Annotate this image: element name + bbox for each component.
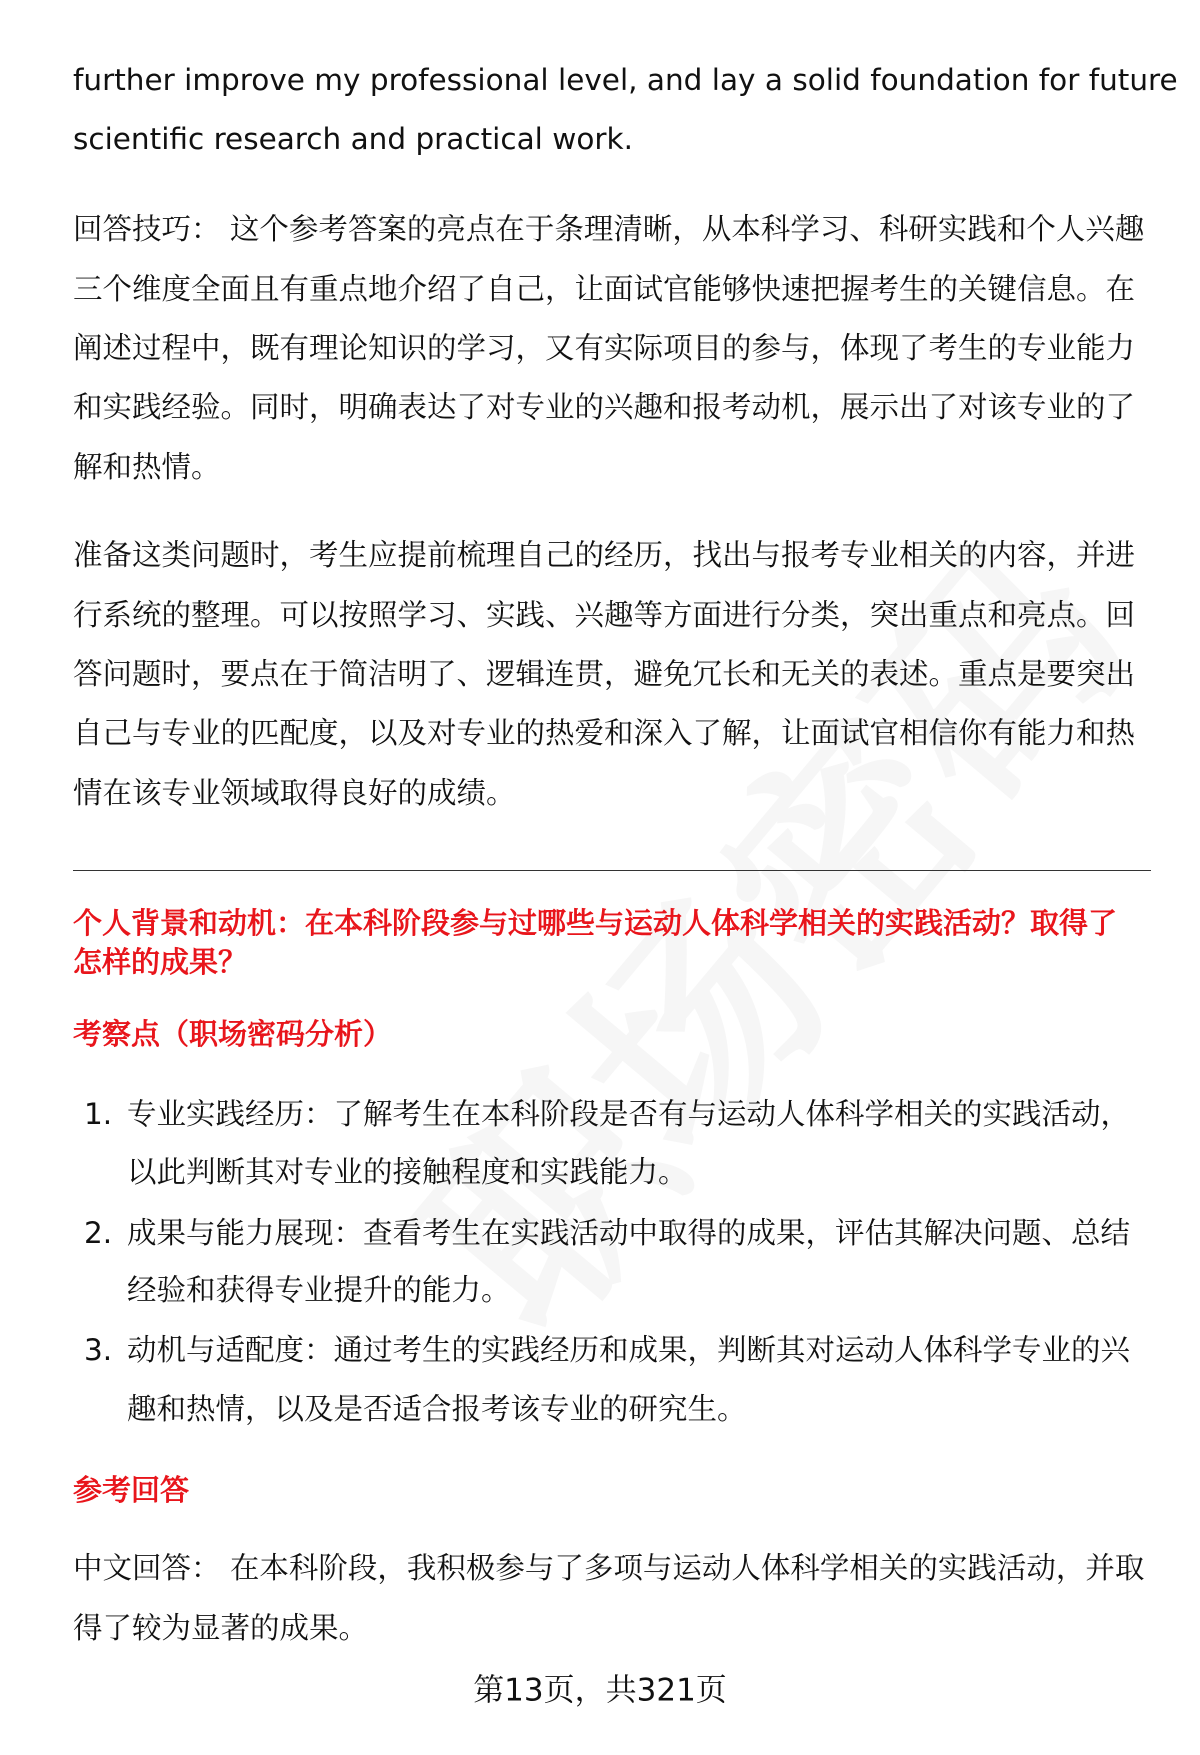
text-line: 准备这类问题时，考生应提前梳理自己的经历，找出与报考专业相关的内容，并进 — [73, 538, 1136, 572]
text-line: 三个维度全面且有重点地介绍了自己，让面试官能够快速把握考生的关键信息。在 — [73, 272, 1136, 306]
list-number: 1. — [84, 1097, 113, 1131]
text-line: 和实践经验。同时，明确表达了对专业的兴趣和报考动机，展示出了对该专业的了 — [73, 390, 1136, 424]
list-item: 趣和热情，以及是否适合报考该专业的研究生。 — [127, 1392, 747, 1426]
text-line: 自己与专业的匹配度，以及对专业的热爱和深入了解，让面试官相信你有能力和热 — [73, 716, 1136, 750]
text-line: scientific research and practical work. — [73, 122, 633, 156]
question-heading: 怎样的成果？ — [73, 945, 248, 979]
text-line: 解和热情。 — [73, 450, 221, 484]
page-number: 第13页，共321页 — [473, 1672, 727, 1709]
text-line: 阐述过程中，既有理论知识的学习，又有实际项目的参与，体现了考生的专业能力 — [73, 331, 1136, 365]
answer-title: 参考回答 — [73, 1473, 190, 1507]
divider — [73, 870, 1151, 871]
text-line: 回答技巧： 这个参考答案的亮点在于条理清晰，从本科学习、科研实践和个人兴趣 — [73, 212, 1145, 246]
text-line: 行系统的整理。可以按照学习、实践、兴趣等方面进行分类，突出重点和亮点。回 — [73, 598, 1136, 632]
text-line: 得了较为显著的成果。 — [73, 1611, 369, 1645]
list-number: 2. — [84, 1216, 113, 1250]
list-item: 以此判断其对专业的接触程度和实践能力。 — [127, 1155, 688, 1189]
text-line: 中文回答： 在本科阶段，我积极参与了多项与运动人体科学相关的实践活动，并取 — [73, 1551, 1145, 1585]
list-item: 专业实践经历：了解考生在本科阶段是否有与运动人体科学相关的实践活动， — [127, 1097, 1131, 1131]
list-item: 经验和获得专业提升的能力。 — [127, 1273, 511, 1307]
list-number: 3. — [84, 1333, 113, 1367]
text-line: 答问题时，要点在于简洁明了、逻辑连贯，避免冗长和无关的表述。重点是要突出 — [73, 657, 1136, 691]
list-item: 成果与能力展现：查看考生在实践活动中取得的成果，评估其解决问题、总结 — [127, 1216, 1131, 1250]
focus-title: 考察点（职场密码分析） — [73, 1017, 393, 1051]
list-item: 动机与适配度：通过考生的实践经历和成果，判断其对运动人体科学专业的兴 — [127, 1333, 1131, 1367]
text-line: further improve my professional level, and lay a solid foundation for future — [73, 63, 1178, 97]
text-line: 情在该专业领域取得良好的成绩。 — [73, 776, 516, 810]
question-heading: 个人背景和动机：在本科阶段参与过哪些与运动人体科学相关的实践活动？取得了 — [73, 906, 1118, 940]
